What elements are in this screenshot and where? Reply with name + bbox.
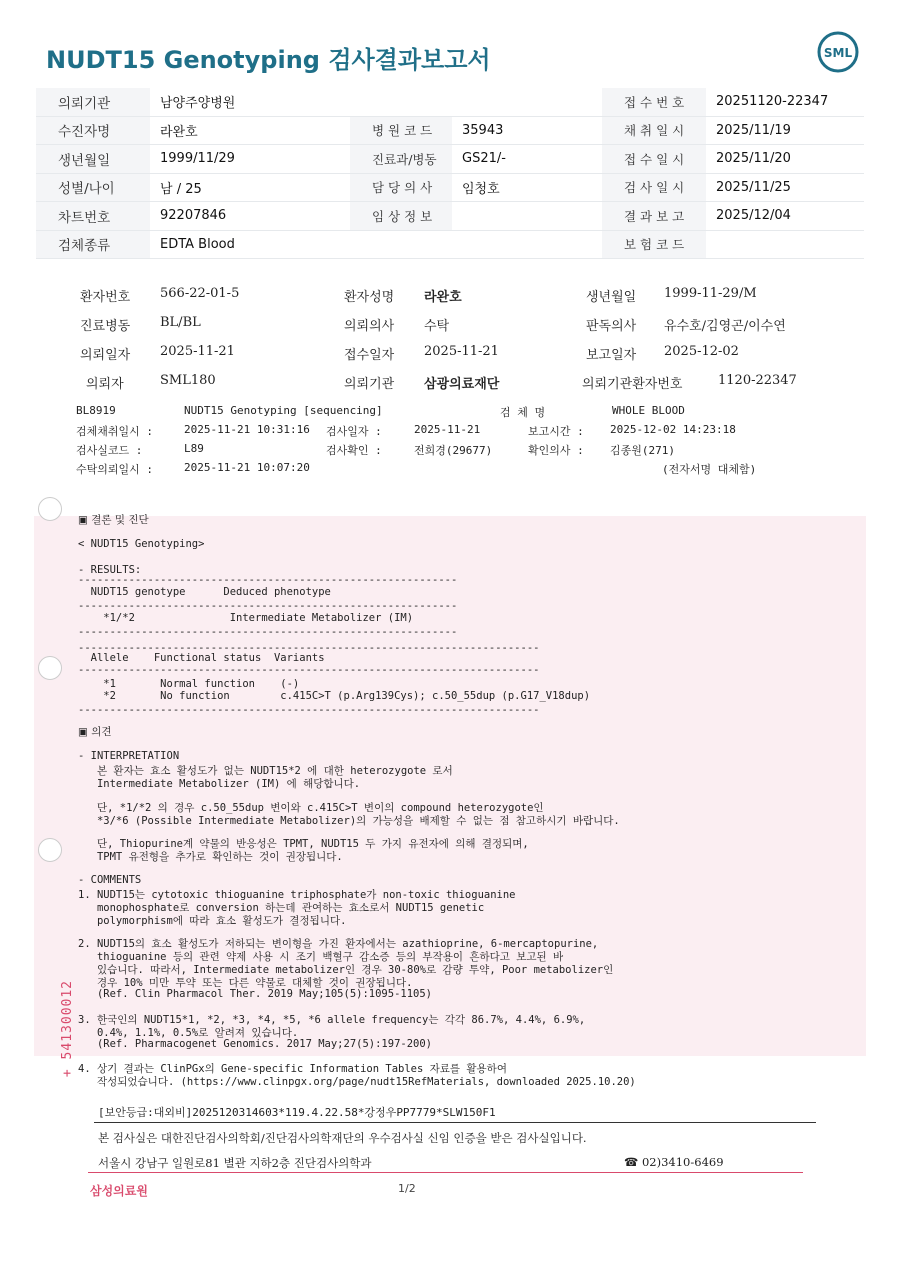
h1-b: 566-22-01-5 <box>160 286 240 301</box>
scanned-report <box>34 272 866 1200</box>
h4-a: 의뢰자 <box>86 377 124 392</box>
report-line: *3/*6 (Possible Intermediate Metabolizer)의 가능성을 배제할 수 없는 점 참고하시기 바랍니다. <box>78 815 620 827</box>
info-row <box>36 145 864 174</box>
info-value: 92207846 <box>150 202 350 231</box>
info-value: 라완호 <box>150 116 350 145</box>
report-line: 단, *1/*2 의 경우 c.50_55dup 변이와 c.415C>T 변이의 compound heterozygote인 <box>78 802 544 814</box>
svg-text:SML: SML <box>823 46 853 60</box>
s4-b: 2025-11-21 10:07:20 <box>184 461 310 474</box>
info-label: 임 상 정 보 <box>350 202 452 231</box>
info-value: GS21/- <box>452 145 602 174</box>
report-line: ------------------------------------------------------------------------- <box>78 642 540 654</box>
footer-org: 삼성의료원 <box>90 1184 148 1198</box>
page-number: 1/2 <box>398 1182 416 1195</box>
info-label: 병 원 코 드 <box>350 116 452 145</box>
info-row <box>36 116 864 145</box>
info-label: 채 취 일 시 <box>602 116 706 145</box>
address-line: 서울시 강남구 일원로81 별관 지하2층 진단검사의학과 <box>98 1156 372 1170</box>
info-value <box>706 230 864 259</box>
s2-b: 2025-11-21 10:31:16 <box>184 423 310 436</box>
info-label: 의뢰기관 <box>36 88 150 116</box>
info-value: 남 / 25 <box>150 173 350 202</box>
h2-b: BL/BL <box>160 315 201 330</box>
info-value: 2025/11/25 <box>706 173 864 202</box>
patient-info-table <box>36 88 864 259</box>
info-value <box>452 88 602 116</box>
footer-rule <box>88 1172 803 1173</box>
report-line: ------------------------------------------------------------------------- <box>78 704 540 716</box>
info-value: EDTA Blood <box>150 230 350 259</box>
report-line: 0.4%, 1.1%, 0.5%로 알려져 있습니다. <box>78 1027 299 1039</box>
info-label: 성별/나이 <box>36 173 150 202</box>
report-line: ▣ 결론 및 진단 <box>78 514 149 526</box>
report-line: Allele Functional status Variants <box>78 652 325 664</box>
info-label: 차트번호 <box>36 202 150 231</box>
report-line: NUDT15 genotype Deduced phenotype <box>78 586 331 598</box>
h2-c: 의뢰의사 <box>344 319 395 334</box>
report-line: ------------------------------------------------------------------------- <box>78 664 540 676</box>
info-label: 검 사 일 시 <box>602 173 706 202</box>
report-line: Intermediate Metabolizer (IM) 에 해당합니다. <box>78 778 361 790</box>
s3-f: 김종원(271) <box>610 444 675 457</box>
report-line: monophosphate로 conversion 하는데 관여하는 효소로서 NUDT15 genetic <box>78 902 485 914</box>
sml-logo <box>816 30 860 74</box>
s3-b: L89 <box>184 442 204 455</box>
h2-f: 유수호/김영곤/이수연 <box>664 319 786 334</box>
report-line: 작성되었습니다. (https://www.clinpgx.org/page/nudt15RefMaterials, downloaded 2025.10.20) <box>78 1076 636 1088</box>
s1-a: BL8919 <box>76 404 116 417</box>
info-label: 결 과 보 고 <box>602 202 706 231</box>
info-value: 1999/11/29 <box>150 145 350 174</box>
info-value: 남양주양병원 <box>150 88 350 116</box>
report-line: 있습니다. 따라서, Intermediate metabolizer인 경우 30-80%로 감량 투약, Poor metabolizer인 <box>78 964 614 976</box>
punch-hole <box>38 656 62 680</box>
info-value: 20251120-22347 <box>706 88 864 116</box>
info-label: 접 수 일 시 <box>602 145 706 174</box>
info-value: 2025/11/20 <box>706 145 864 174</box>
report-line: - COMMENTS <box>78 874 142 886</box>
info-value <box>452 230 602 259</box>
report-line: *1/*2 Intermediate Metabolizer (IM) <box>78 612 414 624</box>
h1-c: 환자성명 <box>344 290 395 305</box>
info-label: 생년월일 <box>36 145 150 174</box>
h4-c: 의뢰기관 <box>344 377 395 392</box>
h4-f: 1120-22347 <box>718 373 797 388</box>
info-label <box>350 88 452 116</box>
info-label: 담 당 의 사 <box>350 173 452 202</box>
s1-c: 검 체 명 <box>500 406 546 419</box>
report-line: polymorphism에 따라 효소 활성도가 결정됩니다. <box>78 915 347 927</box>
s1-b: NUDT15 Genotyping [sequencing] <box>184 404 383 417</box>
info-value: 2025/11/19 <box>706 116 864 145</box>
info-label <box>350 230 452 259</box>
info-label: 수진자명 <box>36 116 150 145</box>
h3-a: 의뢰일자 <box>80 348 131 363</box>
h2-a: 진료병동 <box>80 319 131 334</box>
report-line: ------------------------------------------------------------ <box>78 574 458 586</box>
h1-a: 환자번호 <box>80 290 131 305</box>
report-line: *1 Normal function (-) <box>78 678 300 690</box>
s4-e: (전자서명 대체함) <box>662 463 757 476</box>
punch-hole <box>38 838 62 862</box>
s2-a: 검체채취일시 : <box>76 425 154 438</box>
report-line: *2 No function c.415C>T (p.Arg139Cys); c.50_55dup (p.G17_V18dup) <box>78 690 591 702</box>
h1-d: 라완호 <box>424 290 462 305</box>
info-label: 진료과/병동 <box>350 145 452 174</box>
report-line: 3. 한국인의 NUDT15*1, *2, *3, *4, *5, *6 allele frequency는 각각 86.7%, 4.4%, 6.9%, <box>78 1014 586 1026</box>
s2-e: 보고시간 : <box>528 425 584 438</box>
cert-line: 본 검사실은 대한진단검사의학회/진단검사의학재단의 우수검사실 신임 인증을 받은 검사실입니다. <box>98 1131 587 1145</box>
h2-e: 판독의사 <box>586 319 637 334</box>
info-row <box>36 230 864 259</box>
h3-d: 2025-11-21 <box>424 344 499 359</box>
report-line: TPMT 유전형을 추가로 확인하는 것이 권장됩니다. <box>78 851 343 863</box>
h3-c: 접수일자 <box>344 348 395 363</box>
report-line: - INTERPRETATION <box>78 750 180 762</box>
report-line: 1. NUDT15는 cytotoxic thioguanine triphosphate가 non-toxic thioguanine <box>78 889 516 901</box>
s1-d: WHOLE BLOOD <box>612 404 685 417</box>
h1-e: 생년월일 <box>586 290 637 305</box>
report-line: 단, Thiopurine계 약물의 반응성은 TPMT, NUDT15 두 가지 유전자에 의해 결정되며, <box>78 838 529 850</box>
report-line: (Ref. Clin Pharmacol Ther. 2019 May;105(5):1095-1105) <box>78 988 433 1000</box>
info-row <box>36 173 864 202</box>
report-line: 2. NUDT15의 효소 활성도가 저하되는 변이형을 가진 환자에서는 azathioprine, 6-mercaptopurine, <box>78 938 599 950</box>
h4-b: SML180 <box>160 373 216 388</box>
info-label: 보 험 코 드 <box>602 230 706 259</box>
s3-c: 검사확인 : <box>326 444 382 457</box>
h3-f: 2025-12-02 <box>664 344 739 359</box>
h3-b: 2025-11-21 <box>160 344 235 359</box>
h4-e: 의뢰기관환자번호 <box>582 377 683 392</box>
report-line: ▣ 의견 <box>78 726 112 738</box>
info-value: 임청호 <box>452 173 602 202</box>
s3-e: 확인의사 : <box>528 444 584 457</box>
s2-f: 2025-12-02 14:23:18 <box>610 423 736 436</box>
s4-a: 수탁의뢰일시 : <box>76 463 154 476</box>
h4-d: 삼광의료재단 <box>424 377 500 392</box>
h1-f: 1999-11-29/M <box>664 286 757 301</box>
report-title: NUDT15 Genotyping 검사결과보고서 <box>46 46 491 74</box>
report-line: ------------------------------------------------------------ <box>78 600 458 612</box>
report-line: thioguanine 등의 관련 약제 사용 시 조기 백혈구 감소증 등의 부작용이 흔하다고 보고된 바 <box>78 951 564 963</box>
report-line: ------------------------------------------------------------ <box>78 626 458 638</box>
s3-a: 검사실코드 : <box>76 444 143 457</box>
info-row <box>36 88 864 116</box>
punch-hole <box>38 497 62 521</box>
info-label: 검체종류 <box>36 230 150 259</box>
report-line: 본 환자는 효소 활성도가 없는 NUDT15*2 에 대한 heterozygote 로서 <box>78 765 453 777</box>
divider <box>94 1122 816 1123</box>
s2-c: 검사일자 : <box>326 425 382 438</box>
report-line: 4. 상기 결과는 ClinPGx의 Gene-specific Information Tables 자료를 활용하여 <box>78 1063 507 1075</box>
info-value: 35943 <box>452 116 602 145</box>
report-line: (Ref. Pharmacogenet Genomics. 2017 May;27(5):197-200) <box>78 1038 433 1050</box>
report-line: < NUDT15 Genotyping> <box>78 538 205 550</box>
vertical-code: + 541300012 <box>60 980 75 1078</box>
report-line: 경우 10% 미만 투약 또는 다른 약물로 대체할 것이 권장됩니다. <box>78 977 413 989</box>
info-label: 접 수 번 호 <box>602 88 706 116</box>
h2-d: 수탁 <box>424 319 450 334</box>
info-value: 2025/12/04 <box>706 202 864 231</box>
info-row <box>36 202 864 231</box>
s3-d: 전희경(29677) <box>414 444 493 457</box>
info-value <box>452 202 602 231</box>
phone-line: ☎ 02)3410-6469 <box>624 1155 724 1169</box>
security-line: [보안등급:대외비]2025120314603*119.4.22.58*강정우PP7779*SLW150F1 <box>98 1106 496 1119</box>
report-line: - RESULTS: <box>78 564 142 576</box>
h3-e: 보고일자 <box>586 348 637 363</box>
s2-d: 2025-11-21 <box>414 423 481 436</box>
